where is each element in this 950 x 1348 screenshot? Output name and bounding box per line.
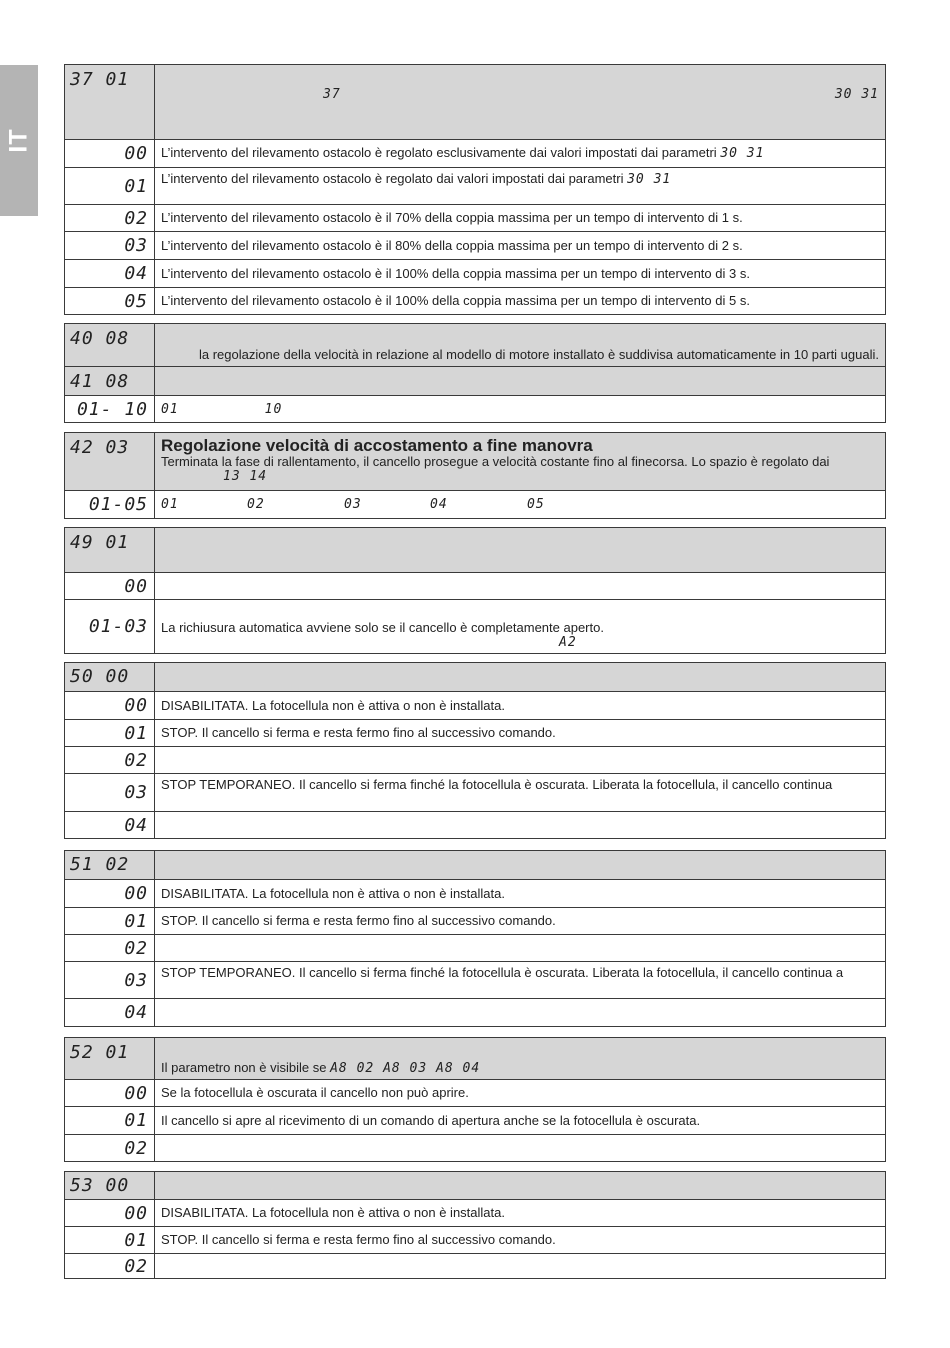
- value-text: DISABILITATA. La fotocellula non è attiva o non è installata.: [161, 697, 505, 713]
- param-note: Il parametro non è visibile se: [161, 1060, 327, 1075]
- param-code: 50 00: [70, 666, 130, 687]
- value-ref: 30 31: [627, 172, 672, 187]
- value-text: STOP. Il cancello si ferma e resta fermo fino al successivo comando.: [161, 725, 556, 740]
- table-header-row: [65, 367, 886, 396]
- range-value: 05: [527, 497, 545, 512]
- table-row: [65, 288, 886, 315]
- table-header-row: [65, 663, 886, 692]
- header-ref-right: 30 31: [834, 87, 879, 102]
- value-code: 02: [124, 1137, 148, 1159]
- value-ref: 30 31: [720, 146, 765, 161]
- table-row: [65, 573, 886, 600]
- table-header-row: [65, 65, 886, 140]
- param-subtitle-refs: 13 14: [223, 469, 268, 484]
- table-row: [65, 747, 886, 774]
- table-row: [65, 600, 886, 654]
- value-code: 02: [124, 207, 148, 229]
- param-table-42: [64, 432, 886, 519]
- param-code: 51 02: [70, 854, 130, 875]
- value-code: 00: [124, 1082, 148, 1104]
- param-subtitle: Terminata la fase di rallentamento, il cancello prosegue a velocità costante fino al finecorsa. Lo spazio è regolato dai: [161, 454, 830, 469]
- table-row: [65, 260, 886, 288]
- value-range: 01- 10: [76, 398, 148, 420]
- param-table-37: [64, 64, 886, 315]
- value-code: 00: [124, 695, 148, 716]
- table-row: [65, 1227, 886, 1254]
- param-description: la regolazione della velocità in relazione al modello di motore installato è suddivisa automaticamente in 10 parti uguali.: [198, 347, 879, 362]
- param-table-50: [64, 662, 886, 839]
- table-row: [65, 692, 886, 720]
- table-header-row: [65, 1038, 886, 1080]
- value-code: 04: [124, 814, 148, 836]
- table-row: [65, 720, 886, 747]
- table-row: [65, 880, 886, 908]
- value-text: STOP TEMPORANEO. Il cancello si ferma finché la fotocellula è oscurata. Liberata la fotocellula, il cancello continua: [161, 777, 833, 792]
- value-code: 03: [124, 969, 148, 991]
- table-header-row: [65, 1172, 886, 1200]
- table-row: [65, 812, 886, 839]
- value-text: L’intervento del rilevamento ostacolo è il 70% della coppia massima per un tempo di intervento di 1 s.: [161, 210, 743, 225]
- value-range: 01-03: [88, 616, 148, 637]
- language-tab: [0, 65, 38, 216]
- table-row: [65, 232, 886, 260]
- value-text: STOP. Il cancello si ferma e resta fermo fino al successivo comando.: [161, 1232, 556, 1247]
- range-start: 01: [161, 401, 179, 417]
- table-row: [65, 962, 886, 999]
- value-ref: A2: [559, 635, 577, 650]
- value-code: 00: [124, 143, 148, 164]
- value-text: Il cancello si apre al ricevimento di un comando di apertura anche se la fotocellula è oscurata.: [161, 1112, 701, 1128]
- value-text: STOP. Il cancello si ferma e resta fermo fino al successivo comando.: [161, 913, 556, 928]
- table-row: [65, 1107, 886, 1135]
- table-header-row: [65, 324, 886, 367]
- value-code: 01: [124, 1110, 148, 1131]
- param-note-refs: A8 02 A8 03 A8 04: [330, 1061, 481, 1076]
- range-end: 10: [264, 401, 283, 417]
- value-code: 00: [124, 575, 148, 597]
- param-table-52: [64, 1037, 886, 1162]
- param-table-53: [64, 1171, 886, 1279]
- table-row: [65, 1254, 886, 1279]
- param-code: 41 08: [70, 371, 130, 392]
- table-row: [65, 774, 886, 812]
- table-row: [65, 396, 886, 423]
- value-code: 03: [124, 782, 148, 803]
- table-row: [65, 205, 886, 232]
- value-text: DISABILITATA. La fotocellula non è attiva o non è installata.: [161, 885, 505, 901]
- table-header-row: [65, 851, 886, 880]
- value-range: 01-05: [88, 494, 148, 515]
- value-text: L’intervento del rilevamento ostacolo è il 100% della coppia massima per un tempo di intervento di 5 s.: [161, 293, 750, 308]
- range-value: 03: [344, 497, 362, 512]
- value-text: La richiusura automatica avviene solo se il cancello è completamente aperto.: [161, 620, 604, 635]
- value-code: 00: [124, 1202, 148, 1224]
- param-code: 42 03: [70, 437, 130, 458]
- param-code-cell: [65, 65, 155, 140]
- table-row: [65, 491, 886, 519]
- param-code: 52 01: [70, 1042, 130, 1063]
- value-text: L’intervento del rilevamento ostacolo è regolato dai valori impostati dai parametri: [161, 171, 624, 186]
- table-row: [65, 1080, 886, 1107]
- value-code: 02: [124, 1255, 148, 1277]
- param-table-51: [64, 850, 886, 1027]
- value-code: 01: [124, 722, 148, 744]
- value-text: STOP TEMPORANEO. Il cancello si ferma finché la fotocellula è oscurata. Liberata la fotocellula, il cancello continua a: [161, 965, 844, 980]
- table-row: [65, 935, 886, 962]
- value-text: Se la fotocellula è oscurata il cancello non può aprire.: [161, 1085, 469, 1100]
- value-text: L’intervento del rilevamento ostacolo è il 100% della coppia massima per un tempo di intervento di 3 s.: [161, 265, 750, 281]
- param-code: 40 08: [70, 328, 130, 349]
- value-text: L’intervento del rilevamento ostacolo è il 80% della coppia massima per un tempo di intervento di 2 s.: [161, 237, 743, 253]
- param-code: 53 00: [70, 1175, 130, 1196]
- header-ref-mid: 37: [323, 87, 341, 102]
- value-code: 03: [124, 235, 148, 256]
- value-code: 01: [124, 1229, 148, 1251]
- range-value: 01: [161, 497, 179, 512]
- value-code: 00: [124, 883, 148, 904]
- param-code: 49 01: [70, 532, 130, 553]
- value-code: 01: [124, 175, 148, 197]
- param-header-desc: [155, 65, 886, 140]
- table-header-row: [65, 528, 886, 573]
- value-code: 02: [124, 937, 148, 959]
- value-text: DISABILITATA. La fotocellula non è attiva o non è installata.: [161, 1205, 505, 1220]
- value-code: 04: [124, 1002, 148, 1023]
- value-text: L’intervento del rilevamento ostacolo è regolato esclusivamente dai valori impostati dai parametri: [161, 145, 717, 160]
- language-tab-label: IT: [4, 128, 33, 153]
- table-row: [65, 1200, 886, 1227]
- param-title: Regolazione velocità di accostamento a fine manovra: [161, 436, 593, 455]
- value-code: 04: [124, 263, 148, 284]
- param-code: 37 01: [70, 69, 130, 90]
- table-row: [65, 140, 886, 168]
- table-row: [65, 999, 886, 1027]
- param-table-49: [64, 527, 886, 654]
- value-code: 02: [124, 749, 148, 771]
- range-value: 02: [247, 497, 265, 512]
- table-row: [65, 1135, 886, 1162]
- range-value: 04: [430, 497, 448, 512]
- param-table-40: [64, 323, 886, 423]
- table-row: [65, 168, 886, 205]
- value-code: 01: [124, 910, 148, 932]
- table-row: [65, 908, 886, 935]
- table-header-row: [65, 433, 886, 491]
- value-code: 05: [124, 290, 148, 312]
